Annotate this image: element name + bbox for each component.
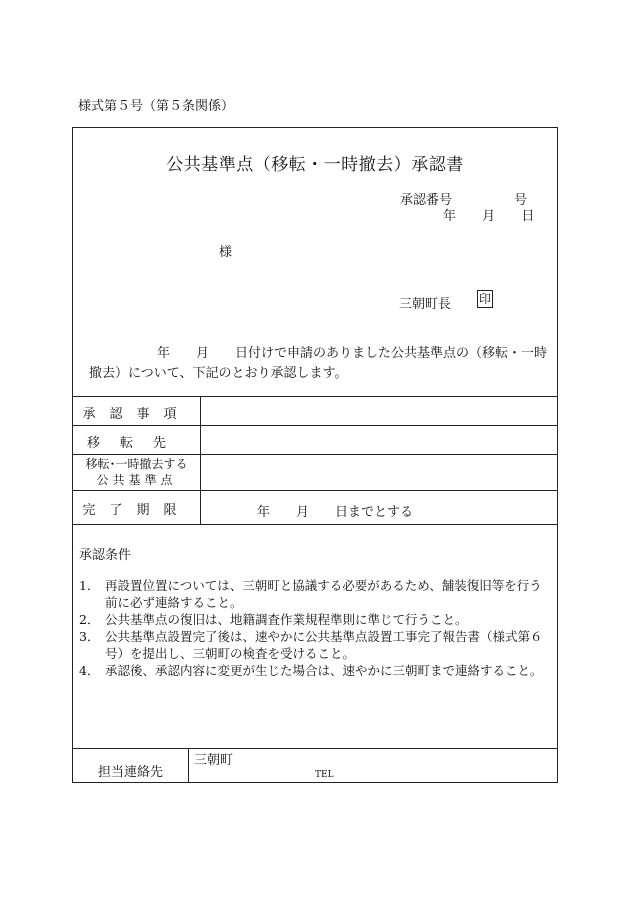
year-label: 年 [443,209,457,224]
condition-number: 4． [79,663,100,678]
divider [73,524,557,525]
condition-item [79,577,553,611]
issue-date [443,205,534,224]
row-label-destination: 移転先 [86,436,186,451]
divider [73,454,557,455]
divider [73,490,557,491]
row-label-control-point-line-1: 移転･一時撤去する [85,457,188,471]
seal-mark: 印 [478,292,491,306]
divider [73,425,557,426]
condition-text: 承認後、承認内容に変更が生じた場合は、速やかに三朝町まで連絡すること。 [105,663,543,678]
document-title: 公共基準点（移転・一時撤去）承認書 [166,155,464,175]
contact-tel-label: TEL [315,770,334,780]
month-label: 月 [482,209,496,224]
statement-line-2: 撤去）について、下記のとおり承認します。 [89,366,348,381]
divider [73,396,557,397]
condition-item [79,628,553,662]
condition-text: 再設置位置については、三朝町と協議する必要があるため、舗装復旧等を行う前に必ず連絡すること。 [105,578,542,610]
approval-form [72,127,558,783]
column-divider [200,396,201,524]
approval-number-label: 承認番号 [400,193,453,208]
condition-text: 公共基準点の復旧は、地籍調査作業規程準則に準じて行うこと。 [105,612,468,627]
conditions-list [79,577,553,679]
condition-text: 公共基準点設置完了後は、速やかに公共基準点設置工事完了報告書（様式第６号）を提出し、三朝町の検査を受けること。 [105,629,543,661]
form-number: 様式第５号（第５条関係） [78,99,235,114]
row-label-approval-item: 承認事項 [82,407,191,422]
statement-line-1: 年 月 日付けで申請のありました公共基準点の（移転・一時 [157,346,548,361]
condition-number: 1． [79,578,100,593]
approval-number-suffix: 号 [514,193,528,208]
deadline-value: 年 月 日までとする [257,505,414,520]
conditions-title: 承認条件 [79,548,132,563]
row-label-control-point [73,456,200,488]
divider [73,748,557,749]
condition-number: 3． [79,629,100,644]
mayor-title: 三朝町長 [399,297,452,312]
row-label-deadline: 完了期限 [82,503,191,518]
condition-item [79,662,553,679]
approval-statement [89,344,555,384]
row-label-control-point-line-2: 公共基準点 [96,473,177,487]
condition-number: 2． [79,612,100,627]
day-label: 日 [521,209,535,224]
contact-town: 三朝町 [194,753,234,768]
condition-item [79,611,553,628]
column-divider [188,748,189,783]
contact-label: 担当連絡先 [97,765,163,780]
addressee-honorific: 様 [219,245,233,260]
